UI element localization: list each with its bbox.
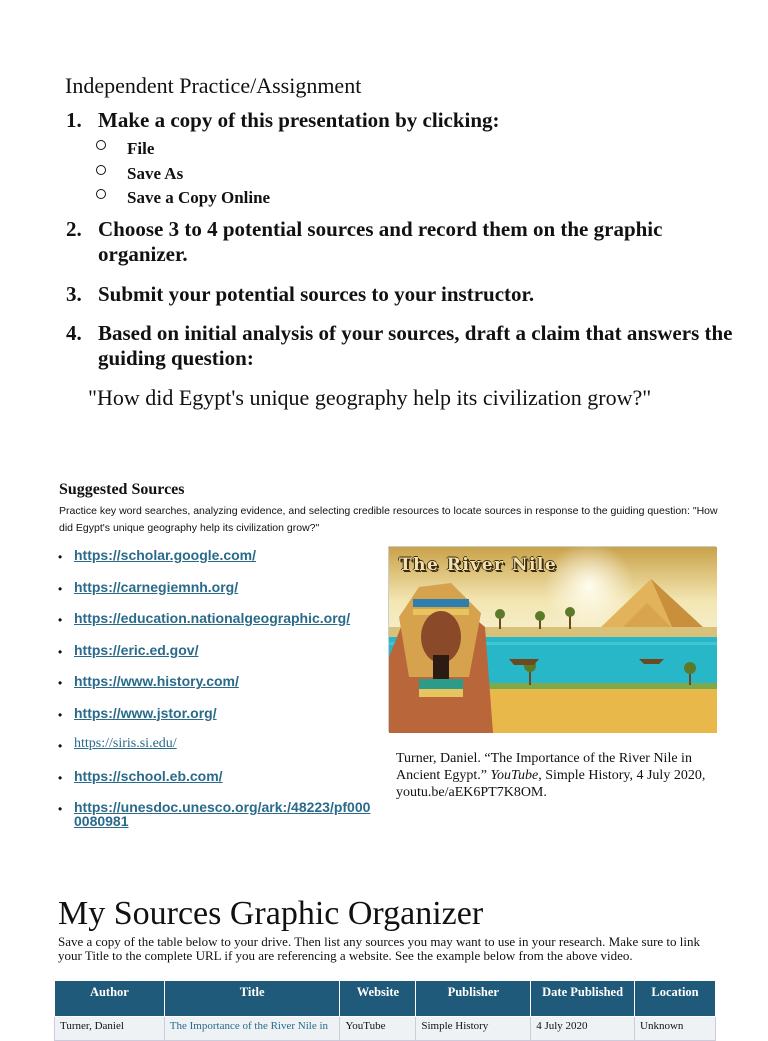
list-item [58,674,378,706]
column-header: Title [164,981,340,1017]
list-item [58,706,378,738]
list-item [58,769,378,801]
table-cell: YouTube [340,1017,416,1041]
hollow-bullet-icon [96,189,106,199]
step-text: Based on initial analysis of your sources, draft a claim that answers the guiding question: [98,320,733,370]
table-header-row [55,981,716,1017]
suggested-sources-description: Practice key word searches, analyzing evidence, and selecting credible resources to locate sources in response to the guiding question: "How did Egypt's unique geography help its civilization grow?" [59,505,718,534]
sub-item-file [96,137,756,162]
step-number: 1. [66,108,82,132]
sub-item-save-copy-online [96,186,756,211]
list-item [58,611,378,643]
bullet-icon: • [58,644,63,659]
list-item [58,737,378,769]
column-header: Date Published [531,981,635,1017]
column-header: Website [340,981,416,1017]
hollow-bullet-icon [96,140,106,150]
organizer-description: Save a copy of the table below to your drive. Then list any sources you may want to use in your research. Make sure to link your Title to the complete URL if you are referencing a website. See the example below from the above video. [58,934,701,963]
suggested-sources-title: Suggested Sources [59,481,185,498]
step-3 [66,282,756,307]
bullet-icon: • [58,581,63,596]
step-1 [66,108,756,133]
river-nile-video-thumbnail [388,546,716,732]
column-header: Publisher [416,981,531,1017]
step-text: Submit your potential sources to your instructor. [98,281,535,306]
step-number: 3. [66,281,82,306]
source-link[interactable]: https://education.nationalgeographic.org/ [74,610,351,626]
table-cell: 4 July 2020 [531,1017,635,1041]
column-header: Author [55,981,165,1017]
sub-item-label: Save As [127,163,184,183]
bullet-icon: • [58,739,63,753]
table-cell [164,1017,340,1041]
source-link[interactable]: https://eric.ed.gov/ [74,641,199,658]
copy-steps-list [96,137,756,211]
step-2 [66,217,756,267]
source-link[interactable]: https://unesdoc.unesco.org/ark:/48223/pf0000080981 [74,799,371,829]
sub-item-label: Save a Copy Online [127,188,271,208]
source-link[interactable]: https://scholar.google.com/ [74,547,257,563]
sub-item-label: File [127,139,155,159]
table-cell: Turner, Daniel [55,1017,165,1041]
table-cell: Simple History [416,1017,531,1041]
organizer-title: My Sources Graphic Organizer [58,895,484,932]
bullet-icon: • [58,707,63,722]
step-text: Choose 3 to 4 potential sources and record them on the graphic organizer. [98,216,663,266]
source-link[interactable]: https://carnegiemnh.org/ [74,578,239,595]
bullet-icon: • [58,613,63,627]
nile-image-title: The River Nile [399,555,558,575]
sources-table [54,980,716,1041]
bullet-icon: • [58,770,63,785]
hollow-bullet-icon [96,165,106,175]
source-link[interactable]: https://school.eb.com/ [74,767,223,784]
source-link[interactable]: https://www.history.com/ [74,673,239,689]
list-item [58,800,378,832]
source-links-list [58,548,378,832]
title-link[interactable]: The Importance of the River Nile in [169,1020,329,1032]
bullet-icon: • [58,802,63,816]
assignment-heading: Independent Practice/Assignment [65,73,362,98]
step-4 [66,321,756,371]
bullet-icon: • [58,676,63,690]
assignment-steps [66,108,756,371]
sub-item-save-as [96,162,756,187]
list-item [58,643,378,675]
list-item [58,548,378,580]
guiding-question: "How did Egypt's unique geography help its civilization grow?" [88,385,652,410]
image-citation: Turner, Daniel. “The Importance of the River Nile in Ancient Egypt.” YouTube, Simple History, 4 July 2020, youtu.be/aEK6PT7K8OM. [396,751,706,800]
list-item [58,580,378,612]
step-number: 2. [66,216,82,241]
step-text: Make a copy of this presentation by clicking: [98,108,500,132]
source-link[interactable]: https://www.jstor.org/ [74,704,217,721]
column-header: Location [635,981,716,1017]
step-number: 4. [66,320,82,345]
bullet-icon: • [58,550,63,564]
source-link[interactable]: https://siris.si.edu/ [74,736,177,751]
table-row [55,1017,716,1041]
table-cell: Unknown [635,1017,716,1041]
